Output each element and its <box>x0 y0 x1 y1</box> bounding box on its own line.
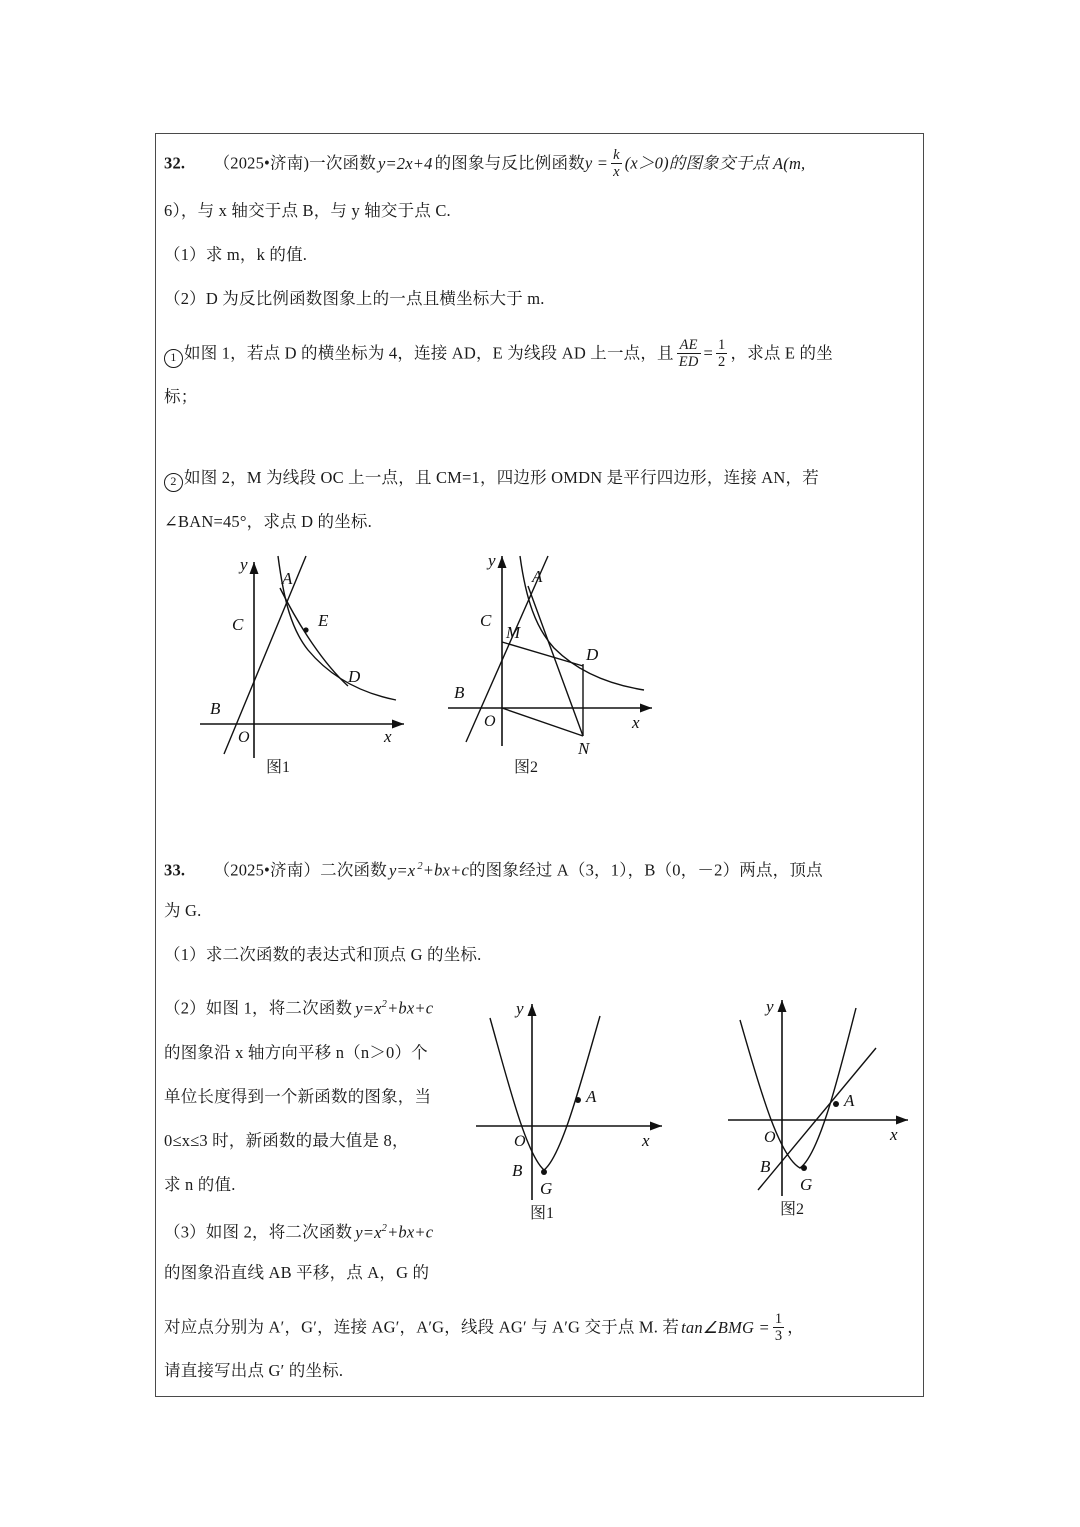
problem-32-line5-a: 如图 1，若点 D 的横坐标为 4，连接 AD，E 为线段 AD 上一点，且 <box>184 343 674 363</box>
fraction-numerator-k: k <box>613 147 620 163</box>
svg-text:y: y <box>240 555 248 574</box>
problem-32-line-3: （1）求 m，k 的值. <box>164 245 308 264</box>
problem-32-figure-2 <box>444 546 684 776</box>
fraction-denominator-ED: ED <box>678 354 699 371</box>
svg-text:A: A <box>532 567 543 586</box>
svg-text:O: O <box>238 729 250 746</box>
fraction-denominator-3: 3 <box>774 1328 783 1345</box>
problem-33-quad-eq-base: y=x <box>388 860 416 880</box>
problem-33-line-8: 求 n 的值. <box>164 1175 236 1194</box>
problem-33-source-text: （2025•济南）二次函数 <box>213 860 387 880</box>
problem-33-line-5: 的图象沿 x 轴方向平移 n（n＞0）个 <box>164 1043 428 1062</box>
svg-text:D: D <box>348 667 361 686</box>
figure-2-caption: 图2 <box>513 759 538 776</box>
problem-32-line-1 <box>164 148 805 181</box>
problem-33-line4-pre: （2）如图 1，将二次函数 <box>164 998 353 1018</box>
k-over-x-fraction <box>611 147 622 180</box>
problem-33-line-9 <box>164 1218 433 1244</box>
problem-32-line-6: 标； <box>164 387 198 406</box>
svg-text:D: D <box>586 645 599 664</box>
fraction-numerator-1: 1 <box>718 337 726 353</box>
figure-2-svg <box>444 546 684 761</box>
figure-1-caption: 图1 <box>265 759 290 776</box>
one-third-fraction <box>773 1311 784 1344</box>
parabola-figure-1-caption: 图1 <box>529 1205 554 1222</box>
problem-33-line9-pre: （3）如图 2，将二次函数 <box>164 1222 353 1242</box>
problem-32-y-equals: y = <box>584 153 609 173</box>
problem-32-figure-1 <box>196 546 436 776</box>
problem-33-line-6: 单位长度得到一个新函数的图象，当 <box>164 1087 432 1106</box>
svg-text:x: x <box>632 713 640 732</box>
svg-text:O: O <box>514 1133 526 1150</box>
AE-over-ED-fraction <box>677 337 701 370</box>
problem-33-line1-b: 的图象经过 A（3，1），B（0，－2）两点，顶点 <box>468 860 823 880</box>
fraction-denominator-x: x <box>613 164 620 181</box>
problem-33-line-4 <box>164 994 433 1020</box>
parabola-figure-2-caption: 图2 <box>779 1201 804 1218</box>
problem-33-line-11 <box>164 1312 804 1345</box>
fraction-numerator-AE: AE <box>677 337 701 354</box>
problem-33-number: 33. <box>164 860 186 880</box>
problem-32-number: 32. <box>164 153 186 173</box>
svg-text:O: O <box>484 713 496 730</box>
svg-text:A: A <box>844 1091 855 1110</box>
svg-text:x: x <box>642 1131 650 1150</box>
figure-1-svg <box>196 546 436 761</box>
problem-32-line-7 <box>164 467 819 492</box>
problem-32-line1-b: 的图象与反比例函数 <box>434 153 585 173</box>
problem-33-line4-exponent: 2 <box>381 999 388 1010</box>
problem-33-line-12: 请直接写出点 G′ 的坐标. <box>164 1361 344 1380</box>
svg-text:B: B <box>454 683 465 702</box>
svg-text:N: N <box>578 739 590 758</box>
svg-text:y: y <box>766 997 774 1016</box>
svg-text:E: E <box>318 611 329 630</box>
problem-33-line-7: 0≤x≤3 时，新函数的最大值是 8， <box>164 1131 409 1150</box>
problem-32-line5-b: ，求点 E 的坐 <box>730 343 833 363</box>
svg-text:G: G <box>540 1179 553 1198</box>
problem-33-line-2: 为 G. <box>164 901 202 920</box>
problem-33-line4-eq-rest: +bx+c <box>387 998 434 1018</box>
problem-33-quad-exponent: 2 <box>417 861 423 872</box>
problem-33-tan-expr: tan∠BMG = <box>681 1317 770 1337</box>
svg-text:y: y <box>516 999 524 1018</box>
svg-text:M: M <box>506 623 521 642</box>
svg-text:B: B <box>512 1161 523 1180</box>
svg-text:O: O <box>764 1129 776 1146</box>
problem-33-figure-2 <box>726 986 936 1216</box>
problem-33-line11-a: 对应点分别为 A′，G′，连接 AG′，A′G，线段 AG′ 与 A′G 交于点 M. 若 <box>164 1317 680 1337</box>
problem-33-quad-eq-rest: +bx+c <box>422 860 469 880</box>
problem-33-line4-eq-base: y=x <box>355 998 382 1018</box>
svg-text:A: A <box>586 1087 597 1106</box>
svg-text:B: B <box>760 1157 771 1176</box>
problem-32-line-4: （2）D 为反比例函数图象上的一点且横坐标大于 m. <box>164 289 545 308</box>
svg-text:y: y <box>488 551 496 570</box>
problem-33-line9-eq-rest: +bx+c <box>387 1222 434 1242</box>
svg-text:B: B <box>210 699 221 718</box>
svg-text:G: G <box>800 1175 813 1194</box>
svg-text:x: x <box>890 1125 898 1144</box>
problem-33-line-3: （1）求二次函数的表达式和顶点 G 的坐标. <box>164 945 482 964</box>
parabola-figure-1-svg <box>474 986 684 1216</box>
svg-text:C: C <box>480 611 492 630</box>
problem-33-line9-eq-base: y=x <box>355 1222 382 1242</box>
problem-33-figure-1 <box>474 986 684 1222</box>
problem-32-line-5 <box>164 338 833 371</box>
problem-32-line-8: ∠BAN=45°，求点 D 的坐标. <box>164 512 372 531</box>
problem-33-line-1 <box>164 856 823 882</box>
problem-33-line11-comma: ， <box>787 1317 804 1337</box>
svg-text:A: A <box>282 569 293 588</box>
svg-text:x: x <box>384 727 392 746</box>
one-half-fraction <box>716 337 727 370</box>
content-area <box>156 134 925 1398</box>
problem-32-point-A: A(m, <box>772 153 806 173</box>
circled-number-2: 2 <box>164 473 183 492</box>
problem-33-line9-exponent: 2 <box>381 1223 388 1234</box>
problem-33-line-10: 的图象沿直线 AB 平移，点 A，G 的 <box>164 1263 430 1282</box>
parabola-figure-2-svg <box>726 986 936 1216</box>
fraction-denominator-2: 2 <box>718 354 726 371</box>
problem-32-line7-text: 如图 2，M 为线段 OC 上一点，且 CM=1，四边形 OMDN 是平行四边形，连接 AN，若 <box>184 468 819 487</box>
problem-32-equals-sign: = <box>703 343 714 363</box>
fraction-numerator-1-third: 1 <box>774 1311 783 1327</box>
content-frame <box>155 133 924 1397</box>
svg-text:C: C <box>232 615 244 634</box>
problem-32-linear-eq: y=2x+4 <box>377 153 433 173</box>
problem-32-domain-cond: (x＞0)的图象交于点 <box>624 153 769 173</box>
circled-number-1: 1 <box>164 349 183 368</box>
problem-32-source-text: （2025•济南)一次函数 <box>213 153 376 173</box>
problem-32-line-2: 6），与 x 轴交于点 B，与 y 轴交于点 C. <box>164 201 451 220</box>
